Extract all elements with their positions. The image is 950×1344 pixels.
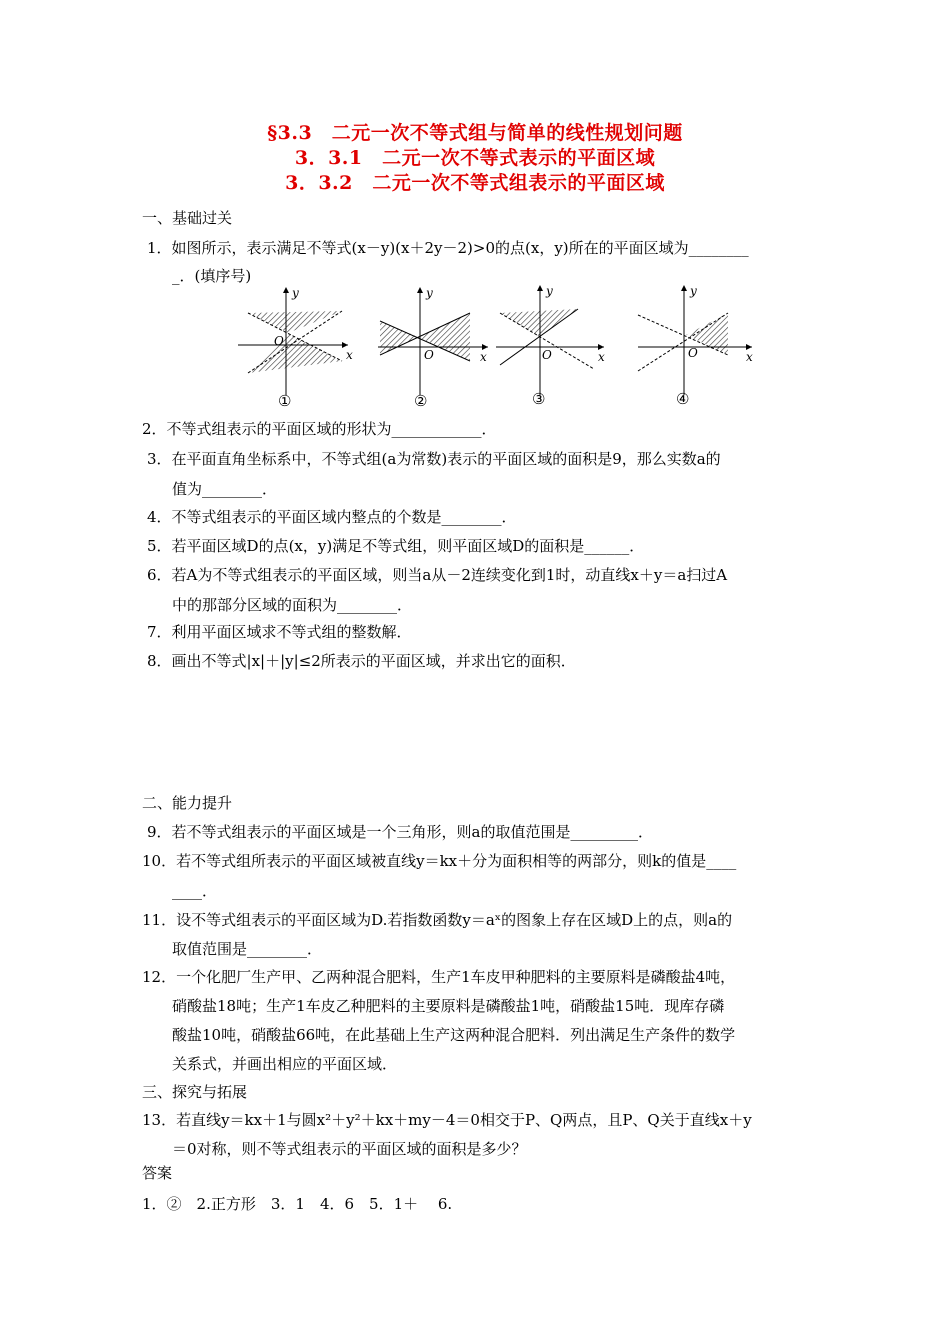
question-12-line-2: 硝酸盐18吨；生产1车皮乙种肥料的主要原料是磷酸盐1吨，硝酸盐15吨．现库存磷	[172, 997, 725, 1015]
figure-4-x-label: x	[746, 350, 753, 364]
figure-3-origin-label: O	[542, 348, 552, 362]
question-10-line-2: ____．	[172, 882, 218, 900]
figure-1-x-label: x	[346, 348, 353, 362]
figure-2-y-label: y	[426, 286, 433, 300]
question-8: 8．画出不等式|x|＋|y|≤2所表示的平面区域，并求出它的面积．	[147, 652, 576, 670]
subtitle-2: 3．3.2 二元一次不等式组表示的平面区域	[285, 172, 665, 194]
question-5: 5．若平面区域D的点(x，y)满足不等式组，则平面区域D的面积是______．	[147, 537, 645, 555]
figure-3-x-label: x	[598, 350, 605, 364]
section-heading-2: 二、能力提升	[142, 794, 233, 812]
figure-row	[228, 283, 758, 411]
figure-3-y-label: y	[546, 284, 553, 298]
figure-1	[234, 283, 354, 411]
figure-3	[494, 283, 614, 411]
figure-4	[636, 283, 758, 411]
subtitle-1: 3．3.1 二元一次不等式表示的平面区域	[294, 147, 656, 169]
figure-1-origin-label: O	[274, 334, 284, 348]
answers-line-1: 1．② 2.正方形 3．1 4．6 5．1＋ 6.	[142, 1195, 453, 1213]
question-7: 7．利用平面区域求不等式组的整数解．	[147, 623, 412, 641]
question-13-line-2: ＝0对称，则不等式组表示的平面区域的面积是多少？	[172, 1140, 527, 1158]
figure-2-origin-label: O	[424, 348, 434, 362]
figure-4-y-label: y	[690, 284, 697, 298]
figure-1-y-label: y	[292, 286, 299, 300]
figure-2-graph	[376, 283, 496, 411]
question-3-line-2: 值为________．	[172, 480, 278, 498]
question-10-line-1: 10．若不等式组所表示的平面区域被直线y＝kx＋分为面积相等的两部分，则k的值是____	[142, 852, 737, 870]
figure-1-number: ①	[278, 392, 292, 410]
question-9: 9．若不等式组表示的平面区域是一个三角形，则a的取值范围是_________．	[147, 823, 653, 841]
figure-2-x-label: x	[480, 350, 487, 364]
section-heading-3: 三、探究与拓展	[142, 1083, 248, 1101]
figure-2	[376, 283, 496, 411]
question-6-line-2: 中的那部分区域的面积为________．	[172, 596, 413, 614]
question-1-line-1: 1．如图所示，表示满足不等式(x－y)(x＋2y－2)>0的点(x，y)所在的平面区域为________	[147, 239, 749, 257]
question-12-line-3: 酸盐10吨，硝酸盐66吨，在此基础上生产这两种混合肥料．列出满足生产条件的数学	[172, 1026, 736, 1044]
main-title: §3.3 二元一次不等式组与简单的线性规划问题	[267, 122, 683, 144]
figure-4-origin-label: O	[688, 346, 698, 360]
question-3-line-1: 3．在平面直角坐标系中，不等式组(a为常数)表示的平面区域的面积是9，那么实数a的	[147, 450, 721, 468]
answers-heading: 答案	[142, 1164, 173, 1182]
question-12-line-4: 关系式，并画出相应的平面区域．	[172, 1055, 398, 1073]
question-11-line-2: 取值范围是________．	[172, 940, 323, 958]
question-12-line-1: 12．一个化肥厂生产甲、乙两种混合肥料，生产1车皮甲种肥料的主要原料是磷酸盐4吨，	[142, 968, 736, 986]
question-6-line-1: 6．若A为不等式组表示的平面区域，则当a从－2连续变化到1时，动直线x＋y＝a扫过A	[147, 566, 728, 584]
title-block	[0, 121, 950, 196]
figure-3-graph	[494, 283, 614, 411]
question-4: 4．不等式组表示的平面区域内整点的个数是________．	[147, 508, 517, 526]
figure-2-number: ②	[414, 392, 428, 410]
figure-3-number: ③	[532, 390, 546, 408]
question-13-line-1: 13．若直线y＝kx＋1与圆x²＋y²＋kx＋my－4＝0相交于P、Q两点，且P、Q关于直线x＋y	[142, 1111, 752, 1129]
figure-4-number: ④	[676, 390, 690, 408]
section-heading-1: 一、基础过关	[142, 209, 233, 227]
question-11-line-1: 11．设不等式组表示的平面区域为D.若指数函数y＝aˣ的图象上存在区域D上的点，则a的	[142, 911, 733, 929]
question-1-line-2: _．(填序号)	[172, 267, 252, 285]
question-2: 2．不等式组表示的平面区域的形状为____________．	[142, 420, 497, 438]
